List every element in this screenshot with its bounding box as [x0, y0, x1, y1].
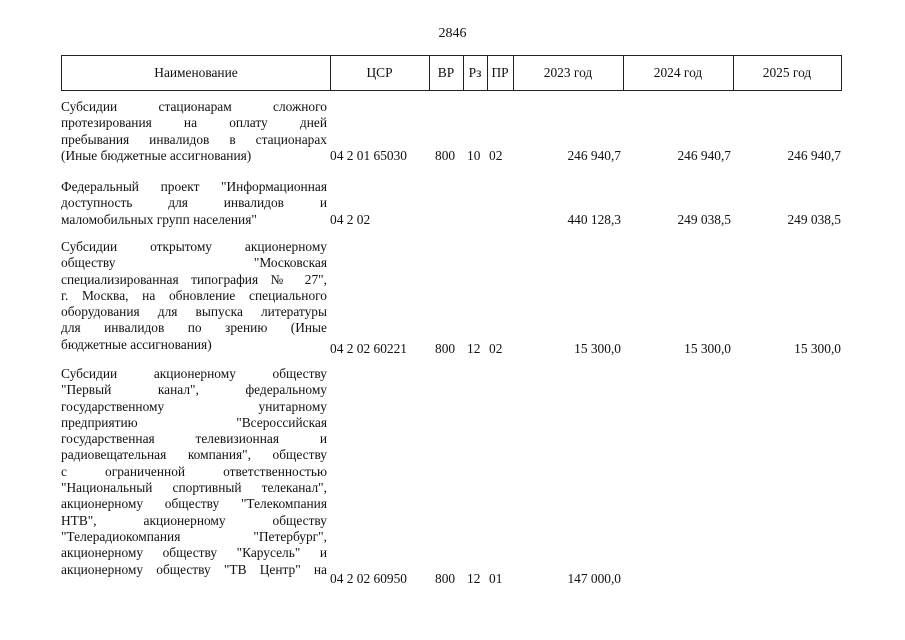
name-line: радиовещательная компания", обществу: [61, 447, 327, 463]
cell-pr: 01: [489, 571, 503, 586]
header-rz: Рз: [468, 65, 482, 80]
cell-rz: 10: [467, 148, 481, 163]
name-line: доступность для инвалидов и: [61, 195, 327, 211]
cell-csr: 04 2 01 65030: [330, 148, 407, 163]
table-row-name: [61, 179, 327, 228]
header-2023: 2023 год: [543, 65, 593, 80]
name-line: бюджетные ассигнования): [61, 336, 212, 352]
cell-csr: 04 2 02 60950: [330, 571, 407, 586]
header-pr: ПР: [491, 65, 509, 80]
cell-rz: 12: [467, 571, 481, 586]
name-line: Субсидии стационарам сложного: [61, 99, 327, 114]
name-line: Федеральный проект "Информационная: [61, 179, 327, 194]
name-line: Субсидии открытому акционерному: [61, 239, 327, 254]
header-csr: ЦСР: [366, 65, 393, 80]
cell-pr: 02: [489, 341, 503, 356]
header-vr: ВР: [437, 65, 455, 80]
cell-csr: 04 2 02: [330, 212, 371, 227]
name-line: государственному унитарному: [61, 398, 327, 414]
cell-2023: 440 128,3: [567, 212, 621, 227]
table-row-name: [61, 99, 327, 164]
cell-csr: 04 2 02 60221: [330, 341, 407, 356]
name-line: специализированная типография № 27",: [61, 271, 327, 287]
name-line: с ограниченной ответственностью: [61, 463, 327, 479]
cell-vr: 800: [435, 571, 456, 586]
cell-2024: 15 300,0: [684, 341, 731, 356]
name-line: акционерному обществу "ТВ Центр" на: [61, 561, 327, 577]
table-row-name: [61, 366, 327, 578]
name-line: НТВ", акционерному обществу: [61, 512, 327, 528]
name-line: пребывания инвалидов в стационарах: [61, 131, 327, 147]
name-line: для инвалидов по зрению (Иные: [61, 320, 327, 336]
header-2024: 2024 год: [653, 65, 703, 80]
cell-pr: 02: [489, 148, 503, 163]
cell-2024: 249 038,5: [677, 212, 731, 227]
table-row-name: [61, 239, 327, 353]
page-number: 2846: [438, 26, 467, 41]
cell-2023: 246 940,7: [567, 148, 621, 163]
cell-2023: 15 300,0: [574, 341, 621, 356]
cell-2025: 15 300,0: [794, 341, 841, 356]
name-line: акционерному обществу "Карусель" и: [61, 545, 327, 561]
cell-rz: 12: [467, 341, 481, 356]
cell-2024: 246 940,7: [677, 148, 731, 163]
name-line: обществу "Московская: [61, 255, 327, 271]
cell-2025: 249 038,5: [787, 212, 841, 227]
table-header: [61, 55, 842, 91]
name-line: (Иные бюджетные ассигнования): [61, 147, 252, 163]
name-line: маломобильных групп населения": [61, 211, 257, 227]
header-2025: 2025 год: [762, 65, 812, 80]
cell-vr: 800: [435, 148, 456, 163]
name-line: "Национальный спортивный телеканал",: [61, 480, 327, 496]
header-name: Наименование: [154, 65, 238, 80]
cell-2023: 147 000,0: [567, 571, 621, 586]
name-line: "Первый канал", федеральному: [61, 382, 327, 398]
name-line: оборудования для выпуска литературы: [61, 304, 327, 320]
name-line: Субсидии акционерному обществу: [61, 366, 327, 381]
name-line: "Телерадиокомпания "Петербург",: [61, 528, 327, 544]
name-line: государственная телевизионная и: [61, 431, 327, 447]
name-line: г. Москва, на обновление специального: [61, 287, 327, 303]
name-line: акционерному обществу "Телекомпания: [61, 496, 327, 512]
name-line: протезирования на оплату дней: [61, 115, 327, 131]
name-line: предприятию "Всероссийская: [61, 414, 327, 430]
cell-vr: 800: [435, 341, 456, 356]
cell-2025: 246 940,7: [787, 148, 841, 163]
